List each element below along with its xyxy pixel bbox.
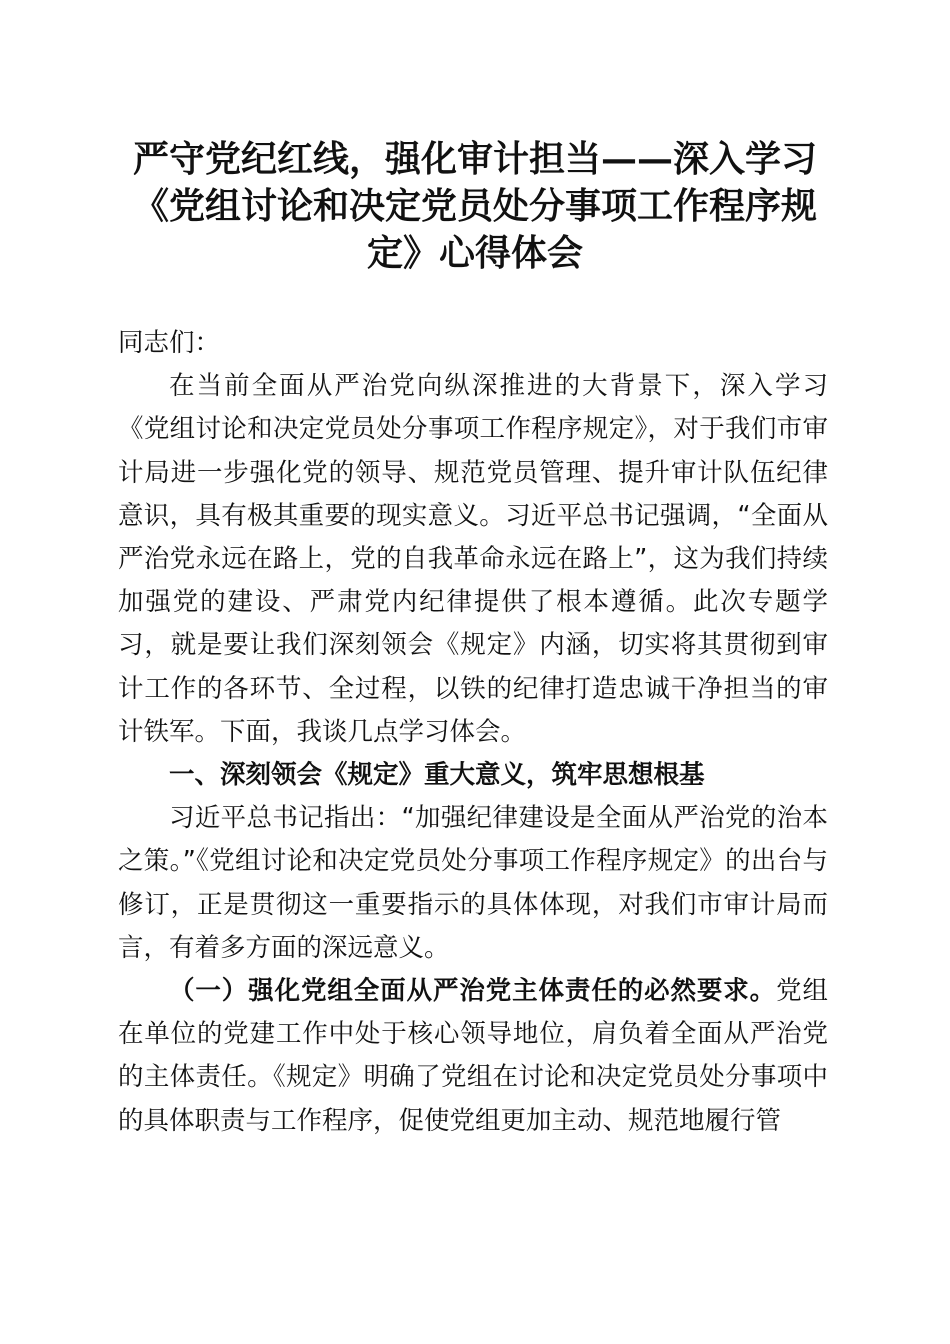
section1-paragraph: 习近平总书记指出：“加强纪律建设是全面从严治党的治本之策。”《党组讨论和决定党员处分事项工作程序规定》的出台与修订，正是贯彻这一重要指示的具体体现，对我们市审计局而言，有着多方面的深远意义。 — [118, 803, 828, 963]
title-line-2: 《党组讨论和决定党员处分事项工作程序规 — [132, 185, 817, 227]
salutation: 同志们： — [118, 328, 221, 358]
section-heading-1: 一、深刻领会《规定》重大意义，筑牢思想根基 — [169, 760, 705, 791]
intro-paragraph: 在当前全面从严治党向纵深推进的大背景下，深入学习《党组讨论和决定党员处分事项工作程序规定》，对于我们市审计局进一步强化党的领导、规范党员管理、提升审计队伍纪律意识，具有极其重要的现实意义。习近平总书记强调，“全面从严治党永远在路上，党的自我革命永远在路上”，这为我们持续加强党的建设、严肃党内纪律提供了根本遵循。此次专题学习，就是要让我们深刻领会《规定》内涵，切实将其贯彻到审计工作的各环节、全过程，以铁的纪律打造忠诚干净担当的审计铁军。下面，我谈几点学习体会。 — [118, 371, 828, 747]
document-title — [100, 136, 850, 277]
title-line-3: 定》心得体会 — [366, 232, 583, 274]
document-body — [118, 322, 828, 1143]
subsection1-lead: （一）强化党组全面从严治党主体责任的必然要求。 — [169, 976, 777, 1007]
title-line-1: 严守党纪红线，强化审计担当——深入学习 — [132, 138, 817, 180]
subsection1-paragraph — [118, 970, 828, 1143]
subsection1-text: 党组在单位的党建工作中处于核心领导地位，肩负着全面从严治党的主体责任。《规定》明确了党组在讨论和决定党员处分事项中的具体职责与工作程序，促使党组更加主动、规范地履行管 — [118, 976, 828, 1136]
